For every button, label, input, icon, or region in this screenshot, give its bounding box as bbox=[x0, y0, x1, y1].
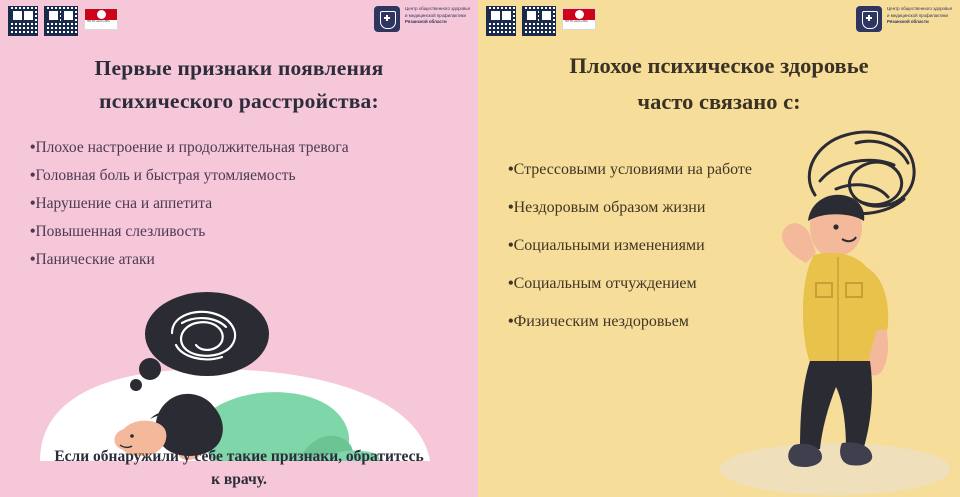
footer-line-1: Если обнаружили у себе такие признаки, обратитесь bbox=[54, 447, 424, 465]
logo-line-2: и медицинской профилактики bbox=[887, 12, 948, 18]
list-item: •Физическим нездоровьем bbox=[508, 313, 689, 330]
heading-line-1: Плохое психическое здоровье bbox=[569, 53, 869, 78]
qr-code-icon[interactable] bbox=[522, 6, 556, 36]
bullet-text: Нездоровым образом жизни bbox=[513, 199, 706, 216]
stamp-label: ГБУ РО «ЦОЗ и МП» bbox=[565, 20, 589, 23]
list-item: •Нарушение сна и аппетита bbox=[30, 195, 213, 212]
logo-mark-icon bbox=[374, 6, 400, 32]
footer-line-2: к врачу. bbox=[211, 470, 267, 488]
list-item: •Головная боль и быстрая утомляемость bbox=[30, 167, 296, 184]
bullet-text: Панические атаки bbox=[35, 251, 155, 268]
person-walking-headache-illustration bbox=[660, 77, 960, 497]
bullet-text: Стрессовыми условиями на работе bbox=[513, 161, 752, 178]
bullet-text: Физическим нездоровьем bbox=[513, 313, 689, 330]
poster-left-top-strip bbox=[0, 0, 478, 44]
list-item: •Панические атаки bbox=[30, 251, 155, 268]
bullet-text: Головная боль и быстрая утомляемость bbox=[35, 167, 296, 184]
bullet-text: Социальными изменениями bbox=[513, 237, 705, 254]
logo-line-1: Центр общественного здоровья bbox=[405, 6, 470, 11]
bullet-text: Социальным отчуждением bbox=[513, 275, 697, 292]
logo-line-1: Центр общественного здоровья bbox=[887, 6, 952, 11]
bullet-text: Плохое настроение и продолжительная тревога bbox=[35, 139, 349, 156]
logo-line-2: и медицинской профилактики bbox=[405, 12, 466, 18]
list-item: •Стрессовыми условиями на работе bbox=[508, 161, 752, 178]
logo-line-3: Рязанской области bbox=[405, 19, 447, 25]
stamp-label: ГБУ РО «ЦОЗ и МП» bbox=[87, 20, 111, 23]
list-item: •Социальным отчуждением bbox=[508, 275, 697, 292]
red-stamp-icon bbox=[84, 8, 118, 30]
poster-left-footer bbox=[0, 445, 478, 492]
heading-line-1: Первые признаки появления bbox=[94, 56, 384, 80]
qr-code-icon[interactable] bbox=[8, 6, 38, 36]
poster-left-bullet-list bbox=[30, 140, 349, 280]
health-center-logo-icon bbox=[374, 6, 470, 32]
poster-left bbox=[0, 0, 478, 497]
logo-line-3: Рязанской области bbox=[887, 19, 929, 25]
heading-line-2: психического расстройства: bbox=[99, 89, 379, 114]
poster-right-top-strip bbox=[478, 0, 960, 44]
bullet-text: Повышенная слезливость bbox=[35, 223, 206, 240]
qr-code-icon[interactable] bbox=[486, 6, 516, 36]
person-lying-down-illustration bbox=[0, 261, 478, 461]
list-item: •Повышенная слезливость bbox=[30, 223, 206, 240]
health-center-logo-icon bbox=[856, 6, 952, 32]
list-item: •Плохое настроение и продолжительная тревога bbox=[30, 139, 349, 156]
list-item: •Социальными изменениями bbox=[508, 237, 705, 254]
poster-left-heading bbox=[0, 52, 478, 119]
heading-line-2: часто связано с: bbox=[637, 89, 801, 114]
qr-code-icon[interactable] bbox=[44, 6, 78, 36]
logo-mark-icon bbox=[856, 6, 882, 32]
bullet-text: Нарушение сна и аппетита bbox=[35, 195, 213, 212]
list-item: •Нездоровым образом жизни bbox=[508, 199, 706, 216]
red-stamp-icon bbox=[562, 8, 596, 30]
poster-right bbox=[478, 0, 960, 497]
